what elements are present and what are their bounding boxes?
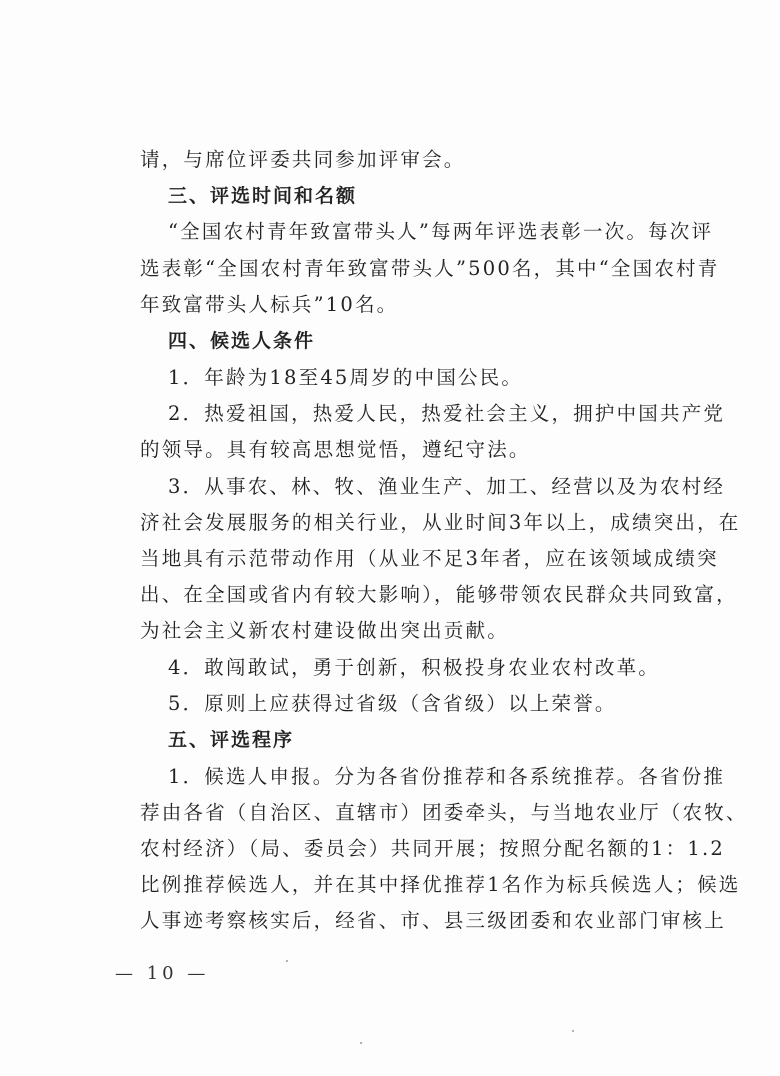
scan-speck (286, 960, 288, 962)
procedure-1-line-3: 农村经济）（局、委员会）共同开展；按照分配名额的1：1.2 (140, 837, 725, 860)
section-heading-4: 四、候选人条件 (168, 330, 316, 352)
page-number: — 10 — (115, 963, 210, 984)
condition-3-line-4: 出、在全国或省内有较大影响），能够带领农民群众共同致富， (140, 583, 738, 606)
condition-4: 4．敢闯敢试，勇于创新，积极投身农业农村改革。 (168, 656, 661, 679)
condition-2-line-2: 的领导。具有较高思想觉悟，遵纪守法。 (140, 438, 531, 461)
condition-3-line-5: 为社会主义新农村建设做出突出贡献。 (140, 619, 509, 642)
condition-3-line-3: 当地具有示范带动作用（从业不足3年者，应在该领域成绩突 (140, 547, 719, 570)
condition-2-line-1: 2．热爱祖国，热爱人民，热爱社会主义，拥护中国共产党 (168, 402, 726, 425)
body-line-1: 请，与席位评委共同参加评审会。 (140, 148, 466, 171)
body-line-4: 年致富带头人标兵”10名。 (140, 293, 399, 316)
body-line-2: “全国农村青年致富带头人”每两年评选表彰一次。每次评 (168, 220, 714, 243)
condition-3-line-1: 3．从事农、林、牧、渔业生产、加工、经营以及为农村经 (168, 475, 726, 498)
condition-3-line-2: 济社会发展服务的相关行业，从业时间3年以上，成绩突出，在 (140, 511, 741, 534)
body-line-3: 选表彰“全国农村青年致富带头人”500名，其中“全国农村青 (140, 257, 720, 280)
condition-5: 5．原则上应获得过省级（含省级）以上荣誉。 (168, 692, 617, 715)
procedure-1-line-1: 1．候选人申报。分为各省份推荐和各系统推荐。各省份推 (168, 765, 726, 788)
section-heading-5: 五、评选程序 (168, 729, 295, 751)
procedure-1-line-5: 人事迹考察核实后，经省、市、县三级团委和农业部门审核上 (140, 909, 726, 932)
section-heading-3: 三、评选时间和名额 (168, 185, 358, 207)
procedure-1-line-4: 比例推荐候选人，并在其中择优推荐1名作为标兵候选人；候选 (140, 873, 741, 896)
scan-speck (360, 1042, 362, 1044)
scan-speck (572, 1030, 574, 1032)
procedure-1-line-2: 荐由各省（自治区、直辖市）团委牵头，与当地农业厅（农牧、 (140, 801, 748, 824)
condition-1: 1．年龄为18至45周岁的中国公民。 (168, 366, 524, 389)
